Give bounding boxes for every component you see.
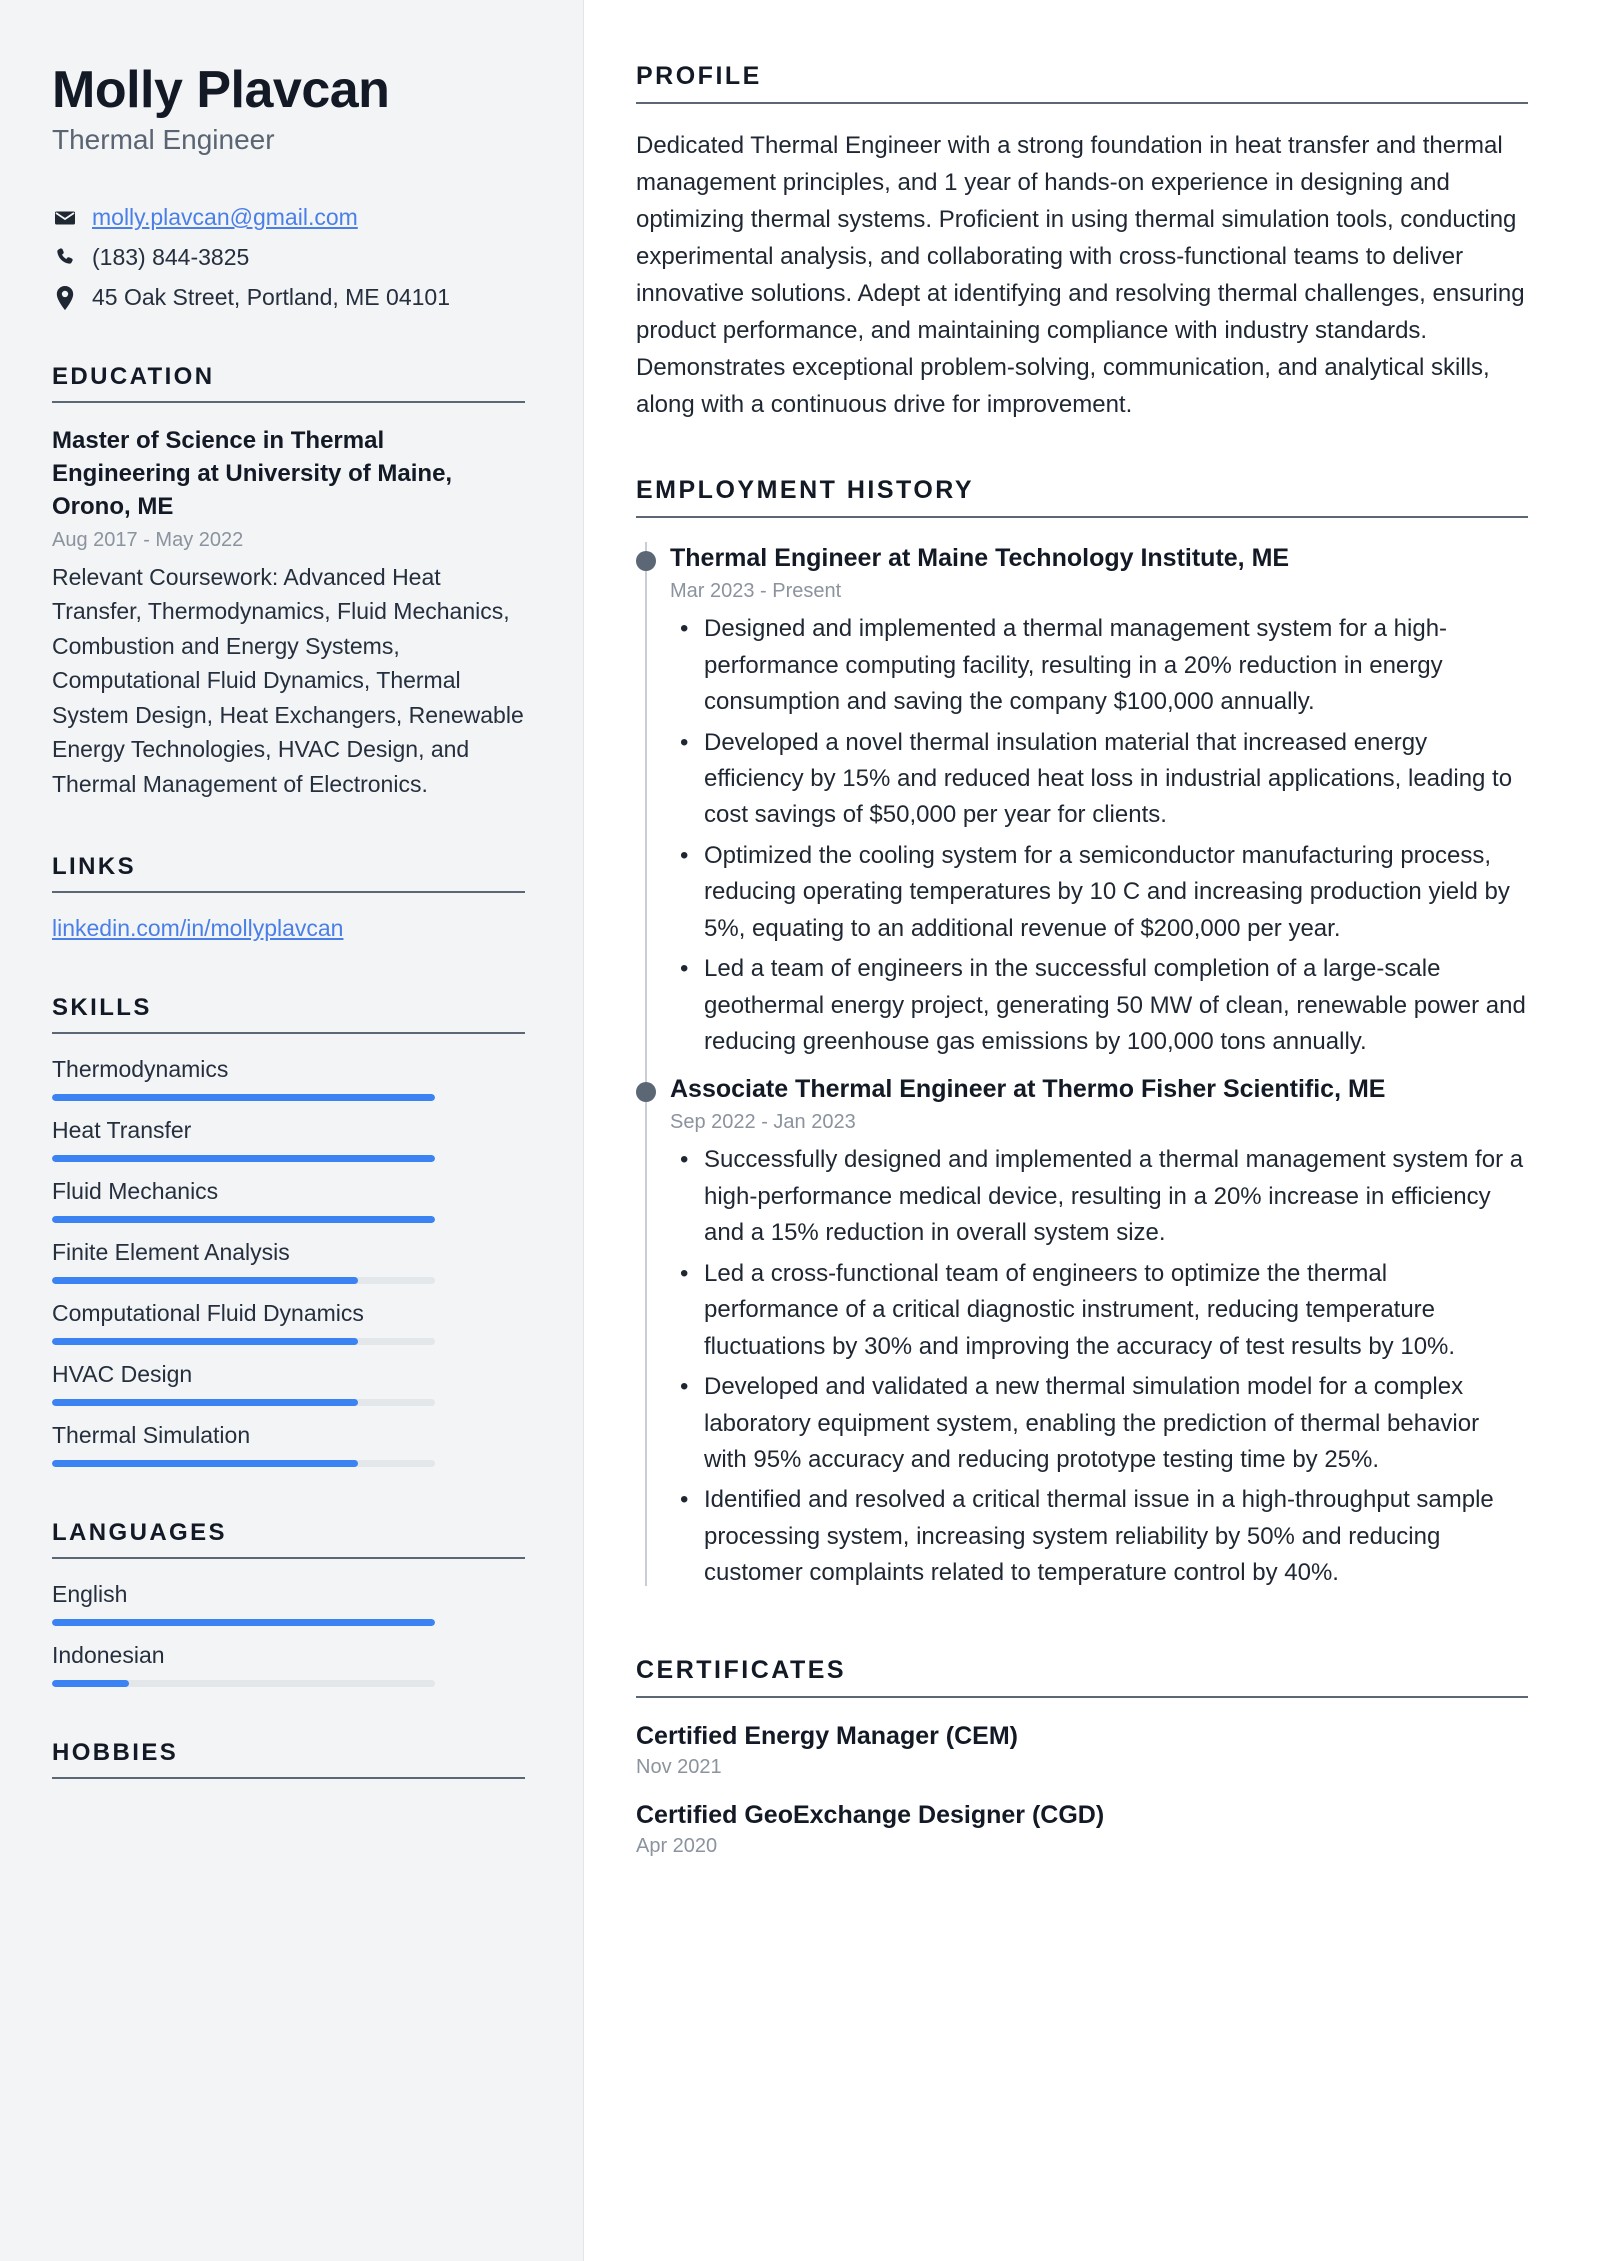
bar-fill [52, 1277, 358, 1284]
main-content [584, 0, 1600, 2261]
bar-fill [52, 1338, 358, 1345]
section-certificates [636, 1656, 1528, 1858]
skills-heading: SKILLS [52, 994, 152, 1022]
bar-fill [52, 1399, 358, 1406]
employment-title: Associate Thermal Engineer at Thermo Fisher Scientific, ME [670, 1074, 1386, 1103]
divider [636, 1696, 1528, 1698]
bar-label: Indonesian [52, 1642, 165, 1669]
link-linkedin[interactable]: linkedin.com/in/mollyplavcan [52, 915, 344, 942]
bar-label: Computational Fluid Dynamics [52, 1300, 364, 1327]
employment-entry [636, 1073, 1528, 1604]
page-title: Molly Plavcan [52, 61, 390, 119]
contact-address [52, 284, 525, 311]
bar-item [52, 1581, 525, 1626]
employment-bullet-list [670, 611, 1528, 1061]
section-links [52, 853, 525, 942]
bar-track [52, 1399, 435, 1406]
bar-track [52, 1155, 435, 1162]
bar-item [52, 1056, 525, 1101]
employment-heading: EMPLOYMENT HISTORY [636, 475, 975, 504]
education-date: Aug 2017 - May 2022 [52, 528, 244, 551]
section-profile [636, 62, 1528, 424]
employment-bullet: • Optimized the cooling system for a semiconductor manufacturing process, reducing operating temperatures by 10 C and increasing production yield by 5%, equating to an additional revenue of $200,000 per year. [670, 838, 1528, 947]
bar-track [52, 1094, 435, 1101]
divider [52, 1777, 525, 1779]
bar-label: Heat Transfer [52, 1117, 192, 1144]
phone-icon [52, 246, 78, 269]
contact-phone-text: (183) 844-3825 [92, 244, 250, 271]
section-hobbies [52, 1739, 525, 1779]
bar-fill [52, 1460, 358, 1467]
certificate-entry [636, 1722, 1528, 1779]
bar-fill [52, 1155, 435, 1162]
bar-track [52, 1216, 435, 1223]
contact-address-text: 45 Oak Street, Portland, ME 04101 [92, 284, 450, 311]
languages-heading: LANGUAGES [52, 1519, 227, 1547]
profile-heading: PROFILE [636, 62, 762, 90]
certificate-name: Certified GeoExchange Designer (CGD) [636, 1800, 1105, 1829]
education-entry [52, 425, 525, 801]
education-heading: EDUCATION [52, 363, 215, 391]
divider [52, 891, 525, 893]
bar-label: Thermodynamics [52, 1056, 229, 1083]
skills-list [52, 1056, 525, 1467]
timeline-rail [645, 542, 647, 1073]
timeline-dot-icon [636, 1082, 656, 1102]
bar-track [52, 1338, 435, 1345]
bar-item [52, 1422, 525, 1467]
employment-bullet: • Designed and implemented a thermal management system for a high-performance computing facility, resulting in a 20% reduction in energy consumption and saving the company $100,000 annually. [670, 611, 1528, 720]
certificate-date: Apr 2020 [636, 1834, 718, 1857]
employment-entry [636, 542, 1528, 1073]
employment-title: Thermal Engineer at Maine Technology Institute, ME [670, 543, 1290, 572]
bar-label: Finite Element Analysis [52, 1239, 290, 1266]
certificates-list [636, 1722, 1528, 1858]
section-education [52, 363, 525, 801]
bar-fill [52, 1619, 435, 1626]
employment-bullet-list [670, 1142, 1528, 1592]
hobbies-heading: HOBBIES [52, 1739, 179, 1767]
employment-timeline [636, 542, 1528, 1604]
certificate-name: Certified Energy Manager (CEM) [636, 1721, 1019, 1750]
section-employment [636, 476, 1528, 1604]
bar-item [52, 1239, 525, 1284]
contact-list [52, 204, 525, 311]
employment-date: Sep 2022 - Jan 2023 [670, 1111, 856, 1134]
education-title: Master of Science in Thermal Engineering at University of Maine, Orono, ME [52, 427, 453, 520]
subtitle-job-title: Thermal Engineer [52, 124, 275, 156]
timeline-rail [645, 1073, 647, 1586]
contact-email[interactable] [52, 204, 525, 231]
employment-bullet: • Led a cross-functional team of engineers to optimize the thermal performance of a critical diagnostic instrument, reducing temperature fluctuations by 30% and improving the accuracy of test results by 10%. [670, 1256, 1528, 1365]
divider [636, 516, 1528, 518]
employment-bullet: • Successfully designed and implemented a thermal management system for a high-performance medical device, resulting in a 20% increase in efficiency and a 15% reduction in overall system size. [670, 1142, 1528, 1251]
bar-label: HVAC Design [52, 1361, 193, 1388]
languages-list [52, 1581, 525, 1687]
links-heading: LINKS [52, 853, 136, 881]
employment-bullet: • Identified and resolved a critical thermal issue in a high-throughput sample processing system, increasing system reliability by 50% and reducing customer complaints related to temperature control by 40%. [670, 1482, 1528, 1591]
bar-item [52, 1642, 525, 1687]
bar-label: Thermal Simulation [52, 1422, 251, 1449]
bar-fill [52, 1216, 435, 1223]
bar-track [52, 1460, 435, 1467]
employment-bullet: • Developed a novel thermal insulation material that increased energy efficiency by 15% and reduced heat loss in industrial applications, leading to cost savings of $50,000 per year for clients. [670, 725, 1528, 834]
employment-date: Mar 2023 - Present [670, 580, 842, 603]
contact-email-link[interactable]: molly.plavcan@gmail.com [92, 204, 358, 231]
bar-track [52, 1277, 435, 1284]
envelope-icon [52, 206, 78, 230]
sidebar [0, 0, 584, 2261]
divider [52, 1032, 525, 1034]
bar-item [52, 1117, 525, 1162]
bar-label: Fluid Mechanics [52, 1178, 219, 1205]
bar-item [52, 1361, 525, 1406]
timeline-dot-icon [636, 551, 656, 571]
education-description: Relevant Coursework: Advanced Heat Transfer, Thermodynamics, Fluid Mechanics, Combustion and Energy Systems, Computational Fluid Dynamics, Thermal System Design, Heat Exchangers, Renewable Energy Technologies, HVAC Design, and Thermal Management of Electronics. [52, 563, 524, 797]
certificate-entry [636, 1801, 1528, 1858]
bar-item [52, 1300, 525, 1345]
bar-track [52, 1680, 435, 1687]
bar-track [52, 1619, 435, 1626]
employment-bullet: • Developed and validated a new thermal simulation model for a complex laboratory equipment system, enabling the prediction of thermal behavior with 95% accuracy and reducing prototype testing time by 25%. [670, 1369, 1528, 1478]
location-pin-icon [52, 286, 78, 310]
divider [636, 102, 1528, 104]
bar-label: English [52, 1581, 128, 1608]
divider [52, 1557, 525, 1559]
certificate-date: Nov 2021 [636, 1755, 722, 1778]
bar-item [52, 1178, 525, 1223]
employment-bullet: • Led a team of engineers in the successful completion of a large-scale geothermal energy project, generating 50 MW of clean, renewable power and reducing greenhouse gas emissions by 100,000 tons annually. [670, 951, 1528, 1060]
certificates-heading: CERTIFICATES [636, 1655, 847, 1684]
divider [52, 401, 525, 403]
bar-fill [52, 1680, 129, 1687]
bar-fill [52, 1094, 435, 1101]
contact-phone [52, 244, 525, 271]
profile-text: Dedicated Thermal Engineer with a strong foundation in heat transfer and thermal management principles, and 1 year of hands-on experience in designing and optimizing thermal systems. Proficient in using thermal simulation tools, conducting experimental analysis, and collaborating with cross-functional teams to deliver innovative solutions. Adept at identifying and resolving thermal challenges, ensuring product performance, and maintaining compliance with industry standards. Demonstrates exceptional problem-solving, communication, and analytical skills, along with a continuous drive for improvement. [636, 132, 1525, 418]
section-languages [52, 1519, 525, 1687]
section-skills [52, 994, 525, 1467]
